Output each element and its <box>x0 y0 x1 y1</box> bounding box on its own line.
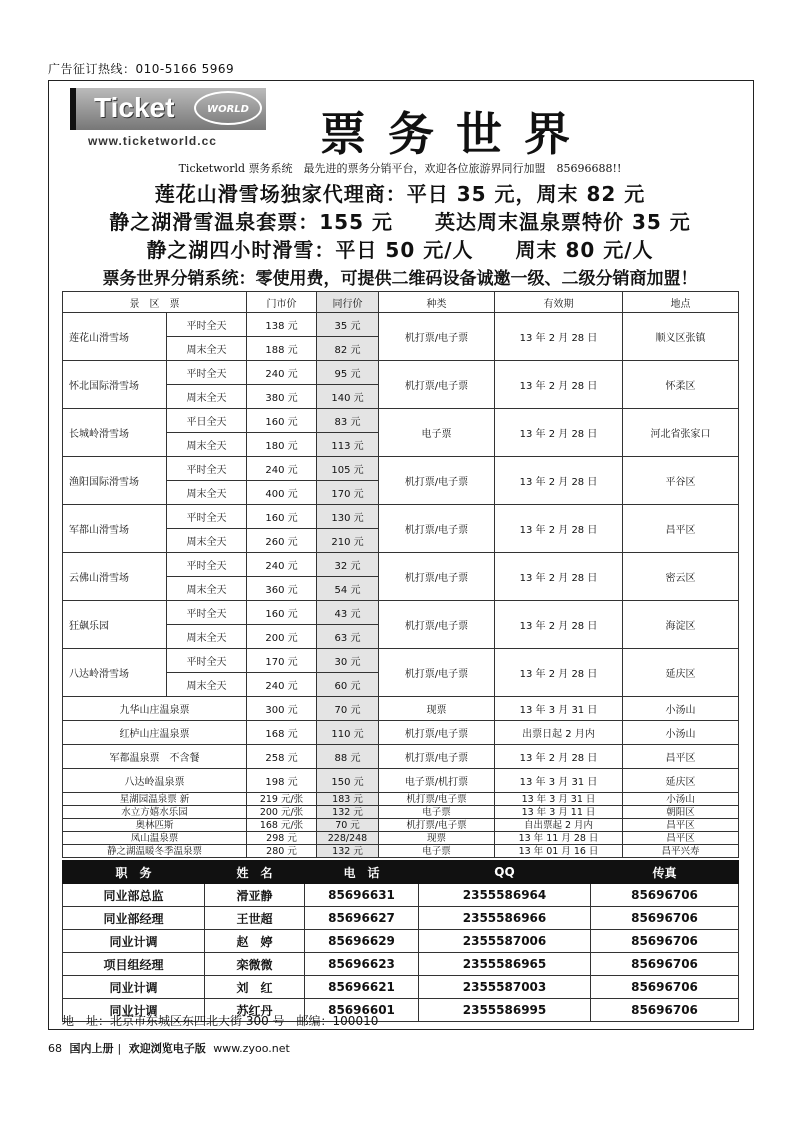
trade-price: 88 元 <box>317 745 379 769</box>
staff-name: 栾微微 <box>205 953 305 976</box>
retail-price: 200 元 <box>247 625 317 649</box>
ticket-type: 电子票 <box>379 409 495 457</box>
location: 小汤山 <box>623 721 739 745</box>
retail-price: 380 元 <box>247 385 317 409</box>
ticket-period: 周末全天 <box>167 433 247 457</box>
qq-number: 2355586965 <box>419 953 591 976</box>
ticket-period: 平时全天 <box>167 601 247 625</box>
distribution-notice: 票务世界分销系统：零使用费，可提供二维码设备诚邀一级、二级分销商加盟！ <box>102 269 698 289</box>
site-link[interactable]: www.zyoo.net <box>213 1042 290 1055</box>
retail-price: 160 元 <box>247 409 317 433</box>
fax: 85696706 <box>591 930 739 953</box>
retail-price: 188 元 <box>247 337 317 361</box>
table-row <box>63 505 739 529</box>
location: 昌平兴寿 <box>623 845 739 858</box>
col-header: 有效期 <box>495 292 623 313</box>
fax: 85696706 <box>591 976 739 999</box>
staff-name: 刘 红 <box>205 976 305 999</box>
job-title: 同业部总监 <box>63 884 205 907</box>
location: 平谷区 <box>623 457 739 505</box>
trade-price: 32 元 <box>317 553 379 577</box>
valid-until: 13 年 2 月 28 日 <box>495 409 623 457</box>
globe-icon: WORLD <box>194 91 262 125</box>
venue-name: 怀北国际滑雪场 <box>63 361 167 409</box>
contact-header-row <box>63 861 739 884</box>
retail-price: 240 元 <box>247 457 317 481</box>
ticket-period: 周末全天 <box>167 337 247 361</box>
trade-price: 228/248 <box>317 832 379 845</box>
staff-name: 赵 婷 <box>205 930 305 953</box>
table-row <box>63 553 739 577</box>
ticket-type: 机打票/电子票 <box>379 649 495 697</box>
trade-price: 113 元 <box>317 433 379 457</box>
trade-price: 132 元 <box>317 845 379 858</box>
trade-price: 105 元 <box>317 457 379 481</box>
ticket-period: 周末全天 <box>167 625 247 649</box>
ad-hotline: 广告征订热线：010-5166 5969 <box>48 62 235 76</box>
phone: 85696629 <box>305 930 419 953</box>
ticket-price-table <box>62 291 739 858</box>
ticket-type: 机打票/电子票 <box>379 505 495 553</box>
promo-line: 莲花山滑雪场独家代理商：平日 35 元，周末 82 元 <box>154 182 646 206</box>
table-row <box>63 457 739 481</box>
location: 怀柔区 <box>623 361 739 409</box>
staff-name: 滑亚静 <box>205 884 305 907</box>
venue-name: 云佛山滑雪场 <box>63 553 167 601</box>
job-title: 同业部经理 <box>63 907 205 930</box>
valid-until: 13 年 11 月 28 日 <box>495 832 623 845</box>
table-row <box>63 745 739 769</box>
valid-until: 自出票起 2 月内 <box>495 819 623 832</box>
venue-name: 八达岭温泉票 <box>63 769 247 793</box>
col-header: 电 话 <box>305 861 419 884</box>
ticket-period: 平时全天 <box>167 361 247 385</box>
staff-name: 王世超 <box>205 907 305 930</box>
venue-name: 静之湖温暖冬季温泉票 <box>63 845 247 858</box>
job-title: 同业计调 <box>63 930 205 953</box>
valid-until: 13 年 2 月 28 日 <box>495 457 623 505</box>
job-title: 同业计调 <box>63 999 205 1022</box>
location: 昌平区 <box>623 505 739 553</box>
ticket-period: 周末全天 <box>167 385 247 409</box>
location: 海淀区 <box>623 601 739 649</box>
trade-price: 70 元 <box>317 819 379 832</box>
location: 密云区 <box>623 553 739 601</box>
retail-price: 260 元 <box>247 529 317 553</box>
job-title: 同业计调 <box>63 976 205 999</box>
qq-number: 2355587003 <box>419 976 591 999</box>
qq-number: 2355586964 <box>419 884 591 907</box>
phone: 85696631 <box>305 884 419 907</box>
phone: 85696627 <box>305 907 419 930</box>
trade-price: 170 元 <box>317 481 379 505</box>
retail-price: 219 元/张 <box>247 793 317 806</box>
page-number: 68 <box>48 1042 62 1055</box>
venue-name: 渔阳国际滑雪场 <box>63 457 167 505</box>
trade-price: 82 元 <box>317 337 379 361</box>
ticket-period: 平时全天 <box>167 505 247 529</box>
page-title: 票务世界 <box>320 107 592 161</box>
valid-until: 13 年 2 月 28 日 <box>495 361 623 409</box>
trade-price: 54 元 <box>317 577 379 601</box>
valid-until: 13 年 2 月 28 日 <box>495 601 623 649</box>
valid-until: 13 年 2 月 28 日 <box>495 553 623 601</box>
retail-price: 160 元 <box>247 505 317 529</box>
table-row <box>63 649 739 673</box>
trade-price: 63 元 <box>317 625 379 649</box>
valid-until: 13 年 01 月 16 日 <box>495 845 623 858</box>
ticket-type: 机打票/电子票 <box>379 745 495 769</box>
col-header: 同行价 <box>317 292 379 313</box>
trade-price: 60 元 <box>317 673 379 697</box>
trade-price: 70 元 <box>317 697 379 721</box>
col-header: QQ <box>419 861 591 884</box>
ticket-type: 机打票/电子票 <box>379 553 495 601</box>
ticket-type: 现票 <box>379 832 495 845</box>
ticket-period: 周末全天 <box>167 673 247 697</box>
logo-banner <box>70 88 266 130</box>
location: 延庆区 <box>623 649 739 697</box>
venue-name: 水立方嬉水乐园 <box>63 806 247 819</box>
trade-price: 130 元 <box>317 505 379 529</box>
table-row <box>63 361 739 385</box>
location: 延庆区 <box>623 769 739 793</box>
fax: 85696706 <box>591 907 739 930</box>
venue-name: 凤山温泉票 <box>63 832 247 845</box>
valid-until: 13 年 3 月 31 日 <box>495 769 623 793</box>
job-title: 项目组经理 <box>63 953 205 976</box>
retail-price: 160 元 <box>247 601 317 625</box>
section-name: 国内上册 <box>69 1042 114 1055</box>
table-row <box>63 769 739 793</box>
retail-price: 240 元 <box>247 553 317 577</box>
table-row <box>63 793 739 806</box>
table-row <box>63 806 739 819</box>
valid-until: 13 年 2 月 28 日 <box>495 745 623 769</box>
ticket-period: 周末全天 <box>167 577 247 601</box>
fax: 85696706 <box>591 884 739 907</box>
table-row <box>63 819 739 832</box>
table-row <box>63 832 739 845</box>
phone: 85696621 <box>305 976 419 999</box>
venue-name: 八达岭滑雪场 <box>63 649 167 697</box>
location: 顺义区张镇 <box>623 313 739 361</box>
ticket-type: 电子票/机打票 <box>379 769 495 793</box>
ticket-period: 平日全天 <box>167 409 247 433</box>
trade-price: 110 元 <box>317 721 379 745</box>
retail-price: 280 元 <box>247 845 317 858</box>
contact-row <box>63 884 739 907</box>
retail-price: 138 元 <box>247 313 317 337</box>
qq-number: 2355586995 <box>419 999 591 1022</box>
phone: 85696601 <box>305 999 419 1022</box>
browse-label: 欢迎浏览电子版 <box>128 1042 206 1055</box>
trade-price: 83 元 <box>317 409 379 433</box>
ticket-period: 周末全天 <box>167 529 247 553</box>
col-header: 门市价 <box>247 292 317 313</box>
location: 昌平区 <box>623 819 739 832</box>
trade-price: 140 元 <box>317 385 379 409</box>
ticket-period: 平时全天 <box>167 649 247 673</box>
contact-row <box>63 953 739 976</box>
location: 小汤山 <box>623 793 739 806</box>
table-row <box>63 721 739 745</box>
ticket-type: 机打票/电子票 <box>379 313 495 361</box>
valid-until: 13 年 2 月 28 日 <box>495 649 623 697</box>
retail-price: 200 元/张 <box>247 806 317 819</box>
location: 昌平区 <box>623 745 739 769</box>
ticket-type: 机打票/电子票 <box>379 819 495 832</box>
location: 朝阳区 <box>623 806 739 819</box>
ticket-type: 机打票/电子票 <box>379 721 495 745</box>
location: 小汤山 <box>623 697 739 721</box>
retail-price: 300 元 <box>247 697 317 721</box>
ticket-period: 平时全天 <box>167 457 247 481</box>
col-header: 传真 <box>591 861 739 884</box>
table-header-row <box>63 292 739 313</box>
venue-name: 莲花山滑雪场 <box>63 313 167 361</box>
ticketworld-logo <box>70 88 260 154</box>
ticket-type: 电子票 <box>379 845 495 858</box>
ticket-type: 机打票/电子票 <box>379 601 495 649</box>
qq-number: 2355586966 <box>419 907 591 930</box>
retail-price: 400 元 <box>247 481 317 505</box>
venue-name: 星湖园温泉票 新 <box>63 793 247 806</box>
ticket-type: 机打票/电子票 <box>379 793 495 806</box>
table-row <box>63 697 739 721</box>
trade-price: 210 元 <box>317 529 379 553</box>
staff-name: 苏红丹 <box>205 999 305 1022</box>
retail-price: 258 元 <box>247 745 317 769</box>
trade-price: 132 元 <box>317 806 379 819</box>
contact-table <box>62 860 739 1022</box>
retail-price: 198 元 <box>247 769 317 793</box>
venue-name: 九华山庄温泉票 <box>63 697 247 721</box>
retail-price: 170 元 <box>247 649 317 673</box>
col-header: 姓 名 <box>205 861 305 884</box>
venue-name: 军都山滑雪场 <box>63 505 167 553</box>
venue-name: 狂飙乐园 <box>63 601 167 649</box>
slogan: Ticketworld 票务系统 最先进的票务分销平台，欢迎各位旅游界同行加盟 85696688!! <box>178 162 622 175</box>
col-header: 职 务 <box>63 861 205 884</box>
ticket-type: 电子票 <box>379 806 495 819</box>
promo-line: 静之湖四小时滑雪：平日 50 元/人 周末 80 元/人 <box>146 238 654 262</box>
col-header: 种类 <box>379 292 495 313</box>
ticket-type: 机打票/电子票 <box>379 457 495 505</box>
ticket-period: 周末全天 <box>167 481 247 505</box>
ticket-type: 现票 <box>379 697 495 721</box>
contact-row <box>63 907 739 930</box>
trade-price: 95 元 <box>317 361 379 385</box>
venue-name: 奥林匹斯 <box>63 819 247 832</box>
table-row <box>63 845 739 858</box>
table-row <box>63 409 739 433</box>
valid-until: 13 年 3 月 31 日 <box>495 697 623 721</box>
valid-until: 出票日起 2 月内 <box>495 721 623 745</box>
ticket-type: 机打票/电子票 <box>379 361 495 409</box>
fax: 85696706 <box>591 953 739 976</box>
phone: 85696623 <box>305 953 419 976</box>
valid-until: 13 年 3 月 11 日 <box>495 806 623 819</box>
valid-until: 13 年 2 月 28 日 <box>495 313 623 361</box>
col-header: 景 区 票 <box>63 292 247 313</box>
table-row <box>63 313 739 337</box>
logo-url: www.ticketworld.cc <box>88 134 217 148</box>
retail-price: 240 元 <box>247 361 317 385</box>
trade-price: 35 元 <box>317 313 379 337</box>
retail-price: 298 元 <box>247 832 317 845</box>
retail-price: 168 元 <box>247 721 317 745</box>
logo-word: Ticket <box>94 92 175 123</box>
location: 河北省张家口 <box>623 409 739 457</box>
valid-until: 13 年 2 月 28 日 <box>495 505 623 553</box>
retail-price: 240 元 <box>247 673 317 697</box>
address: 地 址：北京市东城区东四北大街 300 号 邮编：100010 <box>62 1014 379 1028</box>
col-header: 地点 <box>623 292 739 313</box>
trade-price: 183 元 <box>317 793 379 806</box>
ticket-period: 平时全天 <box>167 553 247 577</box>
location: 昌平区 <box>623 832 739 845</box>
retail-price: 180 元 <box>247 433 317 457</box>
contact-row <box>63 976 739 999</box>
table-row <box>63 601 739 625</box>
ticket-period: 平时全天 <box>167 313 247 337</box>
trade-price: 43 元 <box>317 601 379 625</box>
venue-name: 长城岭滑雪场 <box>63 409 167 457</box>
trade-price: 30 元 <box>317 649 379 673</box>
trade-price: 150 元 <box>317 769 379 793</box>
venue-name: 红栌山庄温泉票 <box>63 721 247 745</box>
retail-price: 360 元 <box>247 577 317 601</box>
qq-number: 2355587006 <box>419 930 591 953</box>
retail-price: 168 元/张 <box>247 819 317 832</box>
page-footer: 68 国内上册 | 欢迎浏览电子版 www.zyoo.net <box>48 1042 290 1055</box>
promo-line: 静之湖滑雪温泉套票：155 元 英达周末温泉票特价 35 元 <box>109 210 691 234</box>
venue-name: 军都温泉票 不含餐 <box>63 745 247 769</box>
fax: 85696706 <box>591 999 739 1022</box>
contact-row <box>63 930 739 953</box>
valid-until: 13 年 3 月 31 日 <box>495 793 623 806</box>
